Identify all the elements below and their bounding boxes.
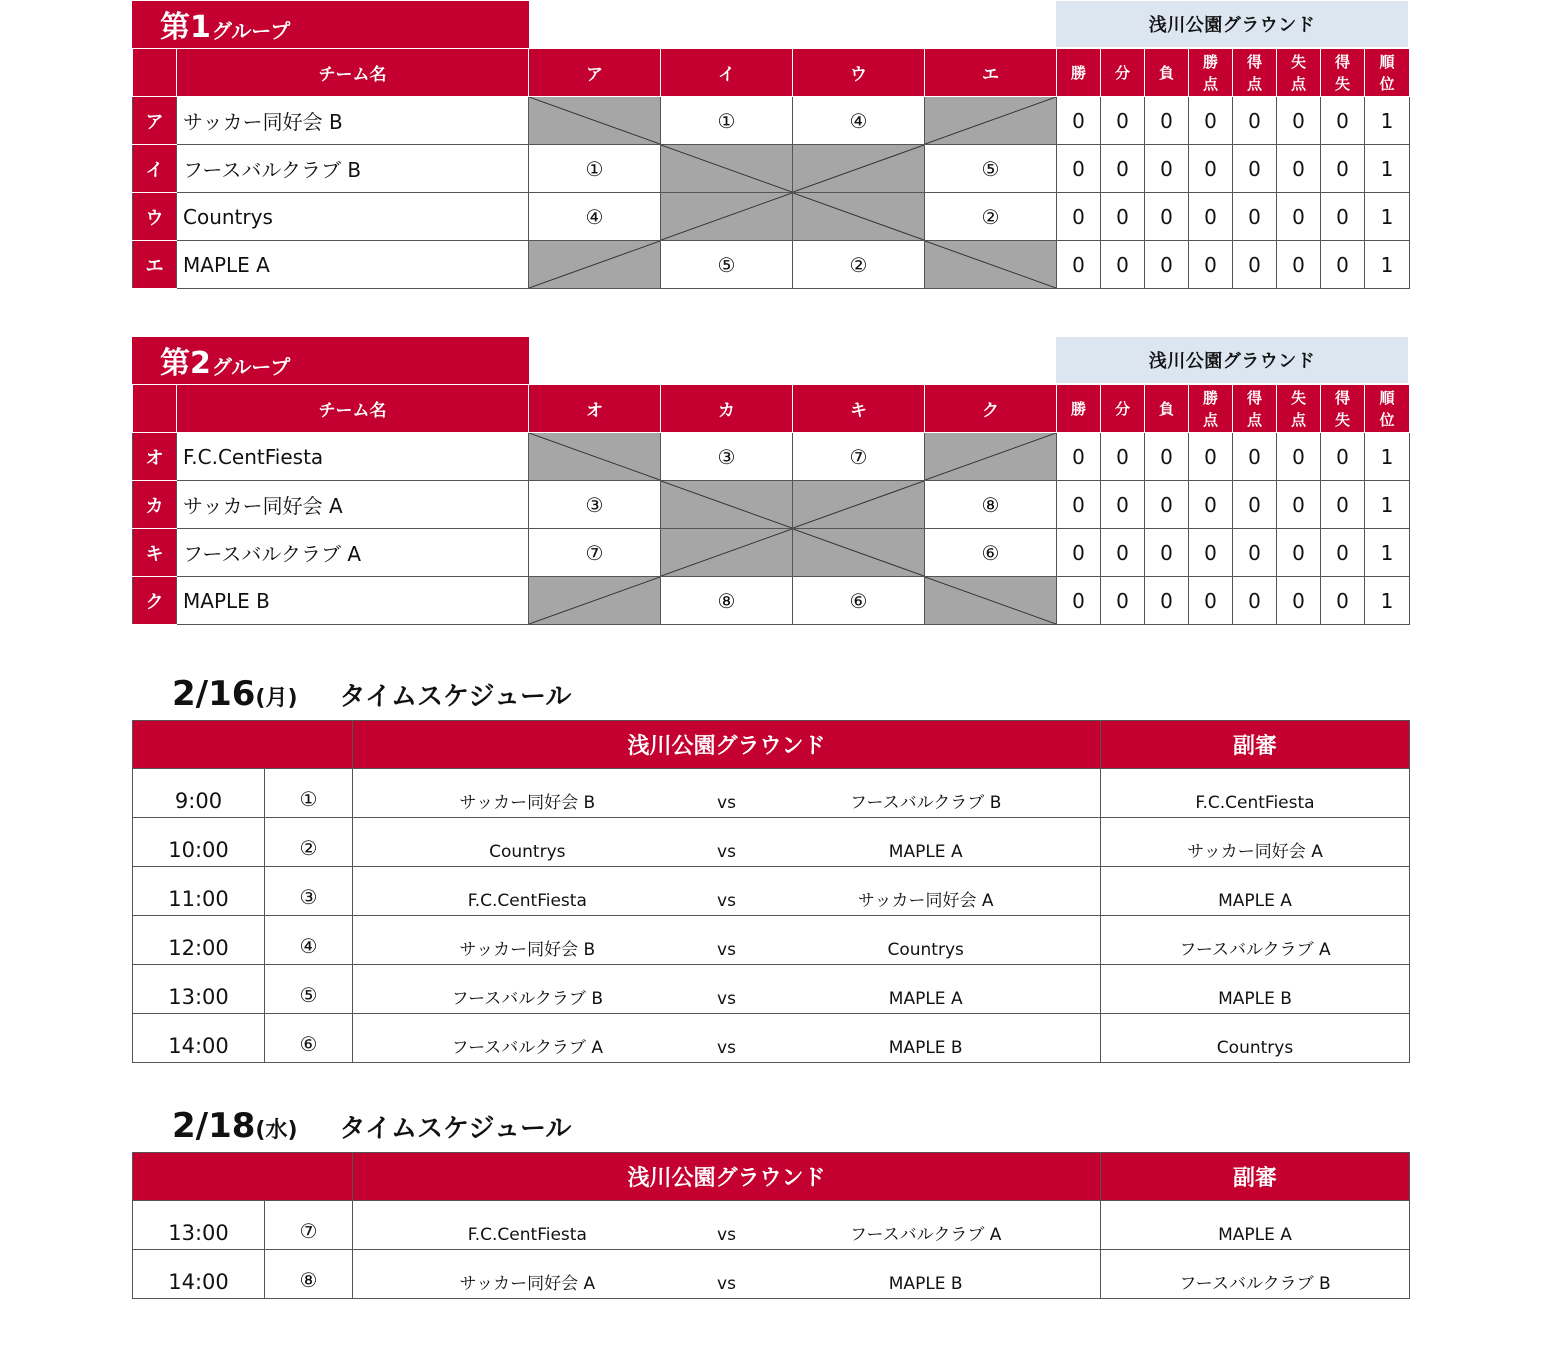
match-number-cell: ⑧ (925, 481, 1057, 529)
match-number-cell: ③ (529, 481, 661, 529)
col-header: オ (529, 385, 661, 433)
match-cell (353, 965, 1101, 1014)
match-number-cell: ⑤ (925, 145, 1057, 193)
versus-label: vs (717, 940, 736, 960)
match-cell (353, 1250, 1101, 1299)
match-number-cell: ④ (793, 97, 925, 145)
stat-header: 勝 (1057, 385, 1101, 433)
stat-cell: 0 (1057, 145, 1101, 193)
stat-cell: 0 (1057, 433, 1101, 481)
self-match-cell (661, 145, 793, 193)
match-time: 11:00 (133, 867, 265, 916)
match-row (133, 916, 1410, 965)
cross-out-icon (925, 433, 1056, 480)
schedule-2-heading (172, 1106, 571, 1146)
away-team: フースバルクラブ A (850, 1225, 1002, 1245)
match-row (133, 818, 1410, 867)
stat-cell: 0 (1277, 433, 1321, 481)
stat-cell: 0 (1233, 97, 1277, 145)
team-letter: オ (133, 433, 177, 481)
match-number-cell: ① (529, 145, 661, 193)
team-letter: カ (133, 481, 177, 529)
stat-cell: 0 (1101, 481, 1145, 529)
referee-team: MAPLE A (1101, 1201, 1410, 1250)
home-team: Countrys (489, 842, 566, 862)
stat-cell: 0 (1189, 241, 1233, 289)
team-letter: キ (133, 529, 177, 577)
match-number: ⑦ (265, 1201, 353, 1250)
stat-cell: 0 (1189, 145, 1233, 193)
self-match-cell (925, 433, 1057, 481)
schedule-label: タイムスケジュール (339, 682, 572, 712)
stat-header: 負 (1145, 385, 1189, 433)
referee-team: フースバルクラブ A (1101, 916, 1410, 965)
stat-cell: 0 (1057, 577, 1101, 625)
referee-team: Countrys (1101, 1014, 1410, 1063)
referee-team: サッカー同好会 A (1101, 818, 1410, 867)
team-name: サッカー同好会 A (177, 481, 529, 529)
schedule-header-row (133, 721, 1410, 769)
schedule-date: 2/18 (172, 1106, 256, 1146)
team-header: チーム名 (177, 49, 529, 97)
stat-cell: 0 (1321, 481, 1365, 529)
stat-cell: 0 (1101, 433, 1145, 481)
self-match-cell (793, 529, 925, 577)
corner-cell (133, 385, 177, 433)
referee-team: フースバルクラブ B (1101, 1250, 1410, 1299)
stat-cell: 0 (1233, 481, 1277, 529)
match-row (133, 1250, 1410, 1299)
match-number-cell: ⑦ (529, 529, 661, 577)
self-match-cell (529, 577, 661, 625)
ground-header: 浅川公園グラウンド (353, 721, 1101, 769)
versus-label: vs (717, 891, 736, 911)
stat-header: 得失 (1321, 385, 1365, 433)
col-header: ウ (793, 49, 925, 97)
match-cell (353, 1014, 1101, 1063)
stat-cell: 1 (1365, 481, 1410, 529)
cross-out-icon (529, 577, 660, 624)
stat-cell: 0 (1145, 145, 1189, 193)
away-team: MAPLE B (888, 1038, 963, 1058)
team-name: MAPLE B (177, 577, 529, 625)
self-match-cell (661, 193, 793, 241)
match-number-cell: ⑥ (925, 529, 1057, 577)
stat-cell: 0 (1189, 529, 1233, 577)
match-number: ⑥ (265, 1014, 353, 1063)
col-header: ク (925, 385, 1057, 433)
match-number: ④ (265, 916, 353, 965)
schedule-2-table (132, 1152, 1410, 1299)
away-team: Countrys (887, 940, 964, 960)
group-2-ground: 浅川公園グラウンド (1056, 337, 1408, 383)
schedule-day-of-week: (水) (255, 1118, 298, 1143)
stat-cell: 1 (1365, 97, 1410, 145)
stat-cell: 0 (1145, 433, 1189, 481)
self-match-cell (793, 145, 925, 193)
referee-team: F.C.CentFiesta (1101, 769, 1410, 818)
stat-cell: 0 (1277, 241, 1321, 289)
team-letter: エ (133, 241, 177, 289)
self-match-cell (925, 577, 1057, 625)
cross-out-icon (661, 193, 792, 240)
stat-cell: 0 (1101, 145, 1145, 193)
stat-cell: 0 (1321, 97, 1365, 145)
stat-header: 失点 (1277, 385, 1321, 433)
cross-out-icon (529, 433, 660, 480)
match-number: ② (265, 818, 353, 867)
group-1-table (132, 48, 1410, 289)
cross-out-icon (925, 241, 1056, 288)
cross-out-icon (793, 481, 924, 528)
cross-out-icon (925, 577, 1056, 624)
stat-cell: 0 (1145, 577, 1189, 625)
stat-cell: 0 (1233, 193, 1277, 241)
match-number-cell: ② (793, 241, 925, 289)
stat-header: 得失 (1321, 49, 1365, 97)
stat-header: 順位 (1365, 385, 1410, 433)
schedule-corner (133, 721, 353, 769)
col-header: ア (529, 49, 661, 97)
match-cell (353, 867, 1101, 916)
match-number-cell: ⑤ (661, 241, 793, 289)
match-cell (353, 916, 1101, 965)
versus-label: vs (717, 793, 736, 813)
match-cell (353, 1201, 1101, 1250)
match-number-cell: ③ (661, 433, 793, 481)
schedule-label: タイムスケジュール (339, 1114, 572, 1144)
team-row (133, 577, 1410, 625)
away-team: MAPLE B (888, 1274, 963, 1294)
stat-header: 得点 (1233, 49, 1277, 97)
stat-cell: 0 (1145, 529, 1189, 577)
away-team: サッカー同好会 A (857, 891, 994, 911)
stat-cell: 0 (1189, 433, 1233, 481)
stat-cell: 0 (1057, 193, 1101, 241)
stat-header: 分 (1101, 385, 1145, 433)
stat-header: 失点 (1277, 49, 1321, 97)
away-team: MAPLE A (888, 842, 963, 862)
stat-cell: 0 (1145, 97, 1189, 145)
stat-header: 得点 (1233, 385, 1277, 433)
stat-cell: 0 (1277, 193, 1321, 241)
match-row (133, 867, 1410, 916)
stat-cell: 0 (1233, 577, 1277, 625)
stat-cell: 0 (1277, 577, 1321, 625)
match-row (133, 1201, 1410, 1250)
stat-header: 勝 (1057, 49, 1101, 97)
cross-out-icon (793, 193, 924, 240)
versus-label: vs (717, 1225, 736, 1245)
match-time: 14:00 (133, 1014, 265, 1063)
team-row (133, 529, 1410, 577)
team-name: サッカー同好会 B (177, 97, 529, 145)
versus-label: vs (717, 1038, 736, 1058)
schedule-date: 2/16 (172, 674, 256, 714)
referee-team: MAPLE A (1101, 867, 1410, 916)
match-time: 13:00 (133, 1201, 265, 1250)
match-row (133, 1014, 1410, 1063)
stat-cell: 0 (1233, 433, 1277, 481)
cross-out-icon (661, 529, 792, 576)
home-team: サッカー同好会 A (459, 1274, 596, 1294)
group-2-title-main: 第2 (160, 346, 211, 381)
team-row (133, 433, 1410, 481)
team-letter: ウ (133, 193, 177, 241)
stat-header: 順位 (1365, 49, 1410, 97)
stat-cell: 1 (1365, 433, 1410, 481)
referee-team: MAPLE B (1101, 965, 1410, 1014)
home-team: フースバルクラブ A (451, 1038, 603, 1058)
match-number: ③ (265, 867, 353, 916)
self-match-cell (661, 481, 793, 529)
match-time: 14:00 (133, 1250, 265, 1299)
stat-cell: 0 (1101, 241, 1145, 289)
stat-cell: 0 (1145, 241, 1189, 289)
match-number-cell: ⑧ (661, 577, 793, 625)
stat-cell: 0 (1277, 145, 1321, 193)
match-row (133, 965, 1410, 1014)
cross-out-icon (925, 97, 1056, 144)
stat-cell: 0 (1057, 241, 1101, 289)
stat-cell: 1 (1365, 577, 1410, 625)
stat-cell: 0 (1233, 145, 1277, 193)
schedule-1-table (132, 720, 1410, 1063)
stat-cell: 0 (1101, 97, 1145, 145)
group-2-title-sub: グループ (211, 355, 291, 379)
stat-header: 分 (1101, 49, 1145, 97)
stat-cell: 0 (1145, 481, 1189, 529)
self-match-cell (529, 241, 661, 289)
self-match-cell (529, 97, 661, 145)
match-number: ⑤ (265, 965, 353, 1014)
away-team: フースバルクラブ B (850, 793, 1002, 813)
self-match-cell (793, 481, 925, 529)
cross-out-icon (793, 529, 924, 576)
match-number: ① (265, 769, 353, 818)
group-2-title (132, 337, 529, 384)
col-header: イ (661, 49, 793, 97)
stat-cell: 0 (1189, 193, 1233, 241)
versus-label: vs (717, 1274, 736, 1294)
stat-cell: 0 (1189, 577, 1233, 625)
cross-out-icon (793, 145, 924, 192)
schedule-header-row (133, 1153, 1410, 1201)
self-match-cell (925, 97, 1057, 145)
team-letter: イ (133, 145, 177, 193)
team-row (133, 481, 1410, 529)
stat-header: 負 (1145, 49, 1189, 97)
stat-cell: 0 (1277, 97, 1321, 145)
team-row (133, 193, 1410, 241)
match-cell (353, 769, 1101, 818)
stat-cell: 0 (1057, 529, 1101, 577)
team-name: MAPLE A (177, 241, 529, 289)
table-header-row (133, 49, 1410, 97)
cross-out-icon (661, 145, 792, 192)
self-match-cell (529, 433, 661, 481)
versus-label: vs (717, 842, 736, 862)
team-letter: ア (133, 97, 177, 145)
match-time: 12:00 (133, 916, 265, 965)
stat-cell: 0 (1233, 241, 1277, 289)
stat-cell: 0 (1145, 193, 1189, 241)
versus-label: vs (717, 989, 736, 1009)
team-header: チーム名 (177, 385, 529, 433)
stat-cell: 0 (1189, 97, 1233, 145)
match-number-cell: ⑥ (793, 577, 925, 625)
col-header: エ (925, 49, 1057, 97)
ground-header: 浅川公園グラウンド (353, 1153, 1101, 1201)
stat-cell: 0 (1101, 577, 1145, 625)
group-2-table (132, 384, 1410, 625)
stat-cell: 1 (1365, 145, 1410, 193)
group-1-title (132, 1, 529, 48)
team-letter: ク (133, 577, 177, 625)
home-team: フースバルクラブ B (451, 989, 603, 1009)
group-1-ground: 浅川公園グラウンド (1056, 1, 1408, 47)
stat-cell: 0 (1277, 529, 1321, 577)
table-header-row (133, 385, 1410, 433)
match-cell (353, 818, 1101, 867)
referee-header: 副審 (1101, 1153, 1410, 1201)
self-match-cell (793, 193, 925, 241)
team-row (133, 145, 1410, 193)
team-name: Countrys (177, 193, 529, 241)
self-match-cell (661, 529, 793, 577)
cross-out-icon (529, 241, 660, 288)
match-time: 10:00 (133, 818, 265, 867)
stat-cell: 0 (1321, 433, 1365, 481)
stat-cell: 0 (1057, 97, 1101, 145)
home-team: F.C.CentFiesta (467, 891, 587, 911)
home-team: サッカー同好会 B (459, 940, 596, 960)
referee-header: 副審 (1101, 721, 1410, 769)
schedule-corner (133, 1153, 353, 1201)
stat-cell: 0 (1057, 481, 1101, 529)
stat-cell: 0 (1101, 529, 1145, 577)
home-team: F.C.CentFiesta (467, 1225, 587, 1245)
team-name: フースバルクラブ B (177, 145, 529, 193)
match-number-cell: ④ (529, 193, 661, 241)
stat-cell: 0 (1321, 577, 1365, 625)
home-team: サッカー同好会 B (459, 793, 596, 813)
corner-cell (133, 49, 177, 97)
match-number-cell: ⑦ (793, 433, 925, 481)
group-1-title-main: 第1 (160, 10, 211, 45)
team-row (133, 241, 1410, 289)
stat-cell: 1 (1365, 193, 1410, 241)
stat-cell: 0 (1277, 481, 1321, 529)
team-name: F.C.CentFiesta (177, 433, 529, 481)
stat-cell: 0 (1233, 529, 1277, 577)
stat-header: 勝点 (1189, 385, 1233, 433)
stat-cell: 0 (1189, 481, 1233, 529)
team-name: フースバルクラブ A (177, 529, 529, 577)
away-team: MAPLE A (888, 989, 963, 1009)
match-time: 13:00 (133, 965, 265, 1014)
match-number: ⑧ (265, 1250, 353, 1299)
team-row (133, 97, 1410, 145)
match-row (133, 769, 1410, 818)
cross-out-icon (661, 481, 792, 528)
stat-cell: 1 (1365, 529, 1410, 577)
col-header: カ (661, 385, 793, 433)
group-1-title-sub: グループ (211, 19, 291, 43)
stat-cell: 0 (1321, 193, 1365, 241)
self-match-cell (925, 241, 1057, 289)
match-time: 9:00 (133, 769, 265, 818)
match-number-cell: ① (661, 97, 793, 145)
stat-cell: 0 (1321, 145, 1365, 193)
schedule-1-heading (172, 674, 571, 714)
col-header: キ (793, 385, 925, 433)
schedule-day-of-week: (月) (255, 686, 298, 711)
stat-cell: 0 (1321, 241, 1365, 289)
stat-cell: 1 (1365, 241, 1410, 289)
stat-cell: 0 (1321, 529, 1365, 577)
stat-header: 勝点 (1189, 49, 1233, 97)
stat-cell: 0 (1101, 193, 1145, 241)
cross-out-icon (529, 97, 660, 144)
match-number-cell: ② (925, 193, 1057, 241)
